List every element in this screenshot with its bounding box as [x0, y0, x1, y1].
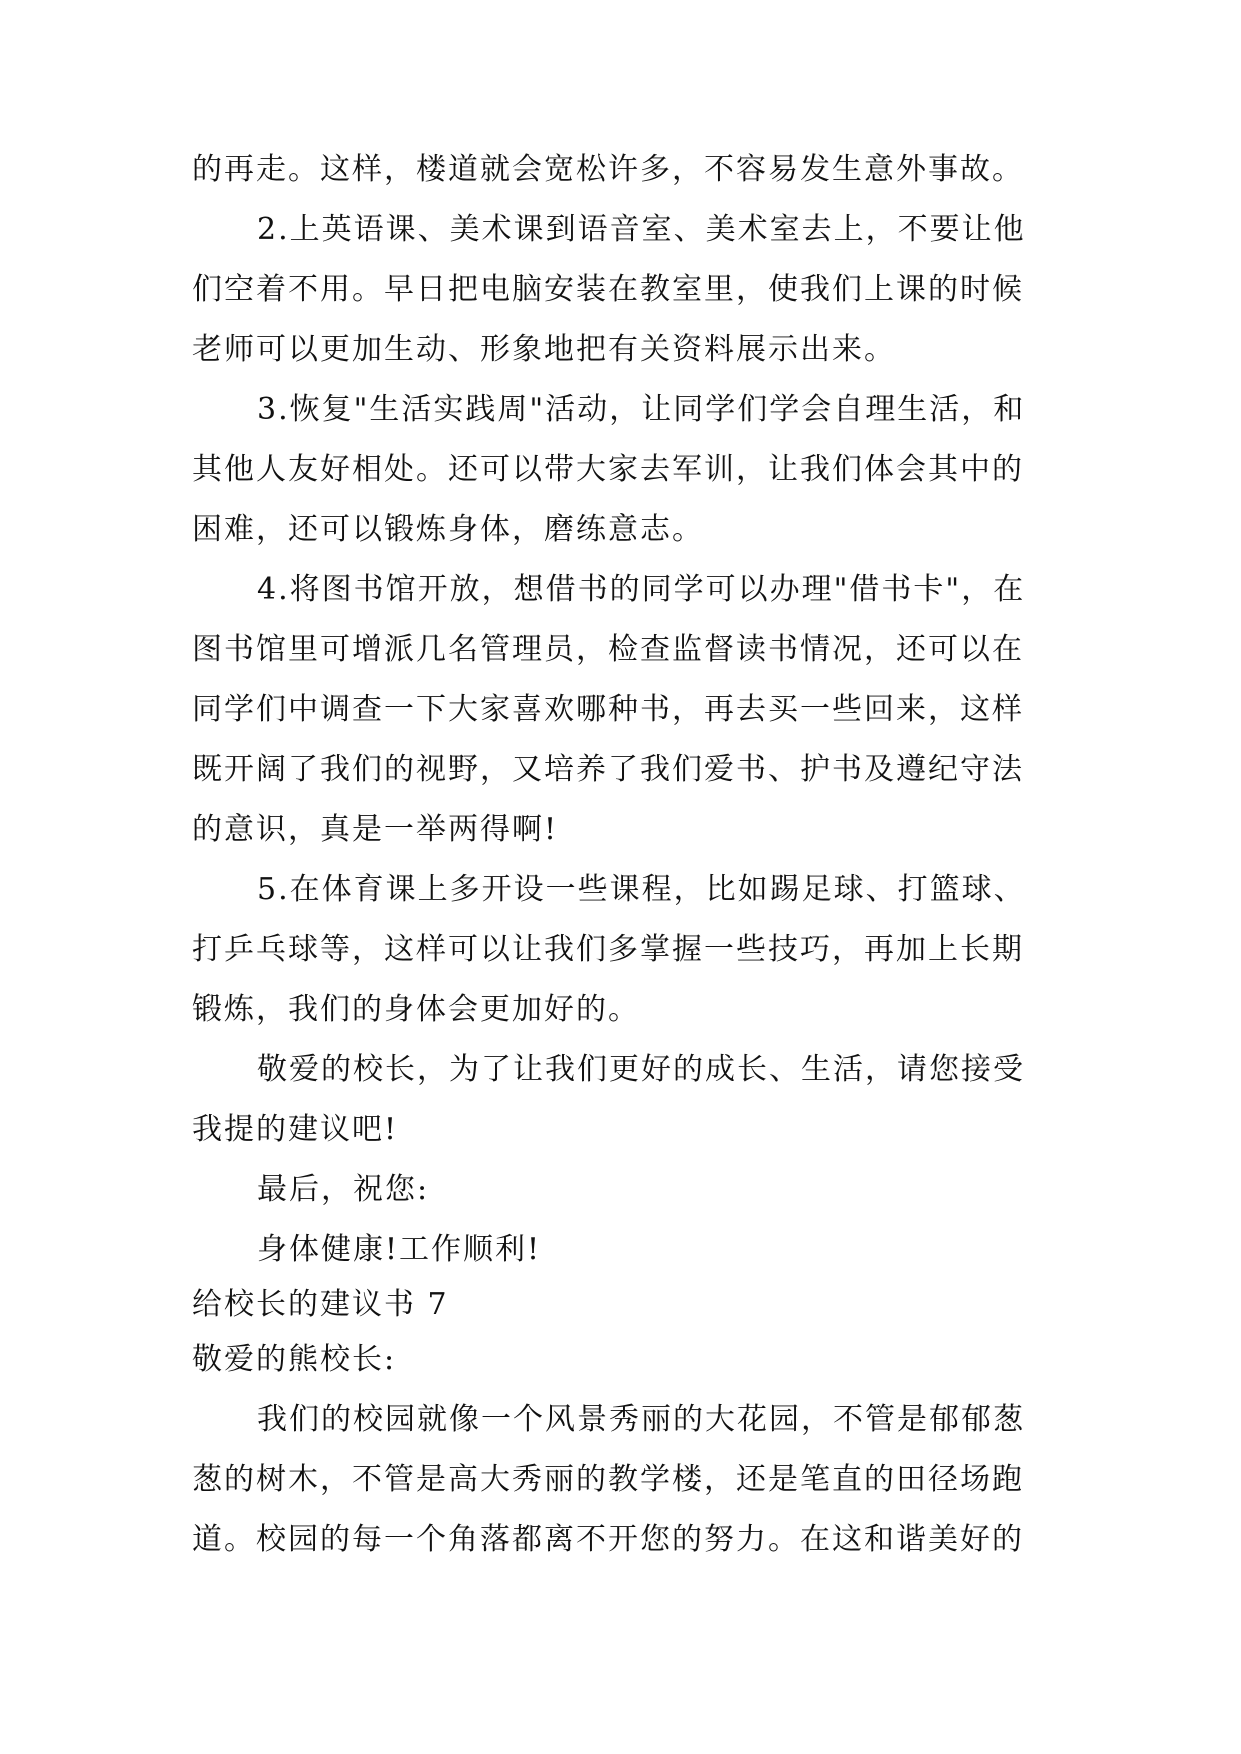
text-line: 其他人友好相处。还可以带大家去军训，让我们体会其中的: [192, 452, 1024, 487]
text-line: 3.恢复"生活实践周"活动，让同学们学会自理生活，和: [257, 392, 1026, 427]
section-heading: 给校长的建议书 7: [192, 1287, 449, 1322]
text-line: 同学们中调查一下大家喜欢哪种书，再去买一些回来，这样: [192, 692, 1024, 727]
text-line: 5.在体育课上多开设一些课程，比如踢足球、打篮球、: [257, 872, 1026, 907]
text-line: 4.将图书馆开放，想借书的同学可以办理"借书卡"，在: [257, 572, 1026, 607]
text-line: 困难，还可以锻炼身体，磨练意志。: [192, 512, 704, 547]
text-line: 老师可以更加生动、形象地把有关资料展示出来。: [192, 332, 896, 367]
text-line: 们空着不用。早日把电脑安装在教室里，使我们上课的时候: [192, 272, 1024, 307]
text-line: 身体健康!工作顺利!: [257, 1232, 542, 1267]
text-line: 的意识，真是一举两得啊!: [192, 812, 559, 847]
text-line: 敬爱的校长，为了让我们更好的成长、生活，请您接受: [257, 1052, 1025, 1087]
text-line: 的再走。这样，楼道就会宽松许多，不容易发生意外事故。: [192, 152, 1024, 187]
text-line: 打乒乓球等，这样可以让我们多掌握一些技巧，再加上长期: [192, 932, 1024, 967]
text-line: 我提的建议吧!: [192, 1112, 399, 1147]
text-line: 葱的树木，不管是高大秀丽的教学楼，还是笔直的田径场跑: [192, 1462, 1024, 1497]
salutation: 敬爱的熊校长:: [192, 1342, 397, 1377]
text-line: 我们的校园就像一个风景秀丽的大花园，不管是郁郁葱: [257, 1402, 1025, 1437]
text-line: 道。校园的每一个角落都离不开您的努力。在这和谐美好的: [192, 1522, 1024, 1557]
text-line: 最后，祝您:: [257, 1172, 430, 1207]
text-line: 锻炼，我们的身体会更加好的。: [192, 992, 640, 1027]
text-line: 既开阔了我们的视野，又培养了我们爱书、护书及遵纪守法: [192, 752, 1024, 787]
text-line: 2.上英语课、美术课到语音室、美术室去上，不要让他: [257, 212, 1026, 247]
text-line: 图书馆里可增派几名管理员，检查监督读书情况，还可以在: [192, 632, 1024, 667]
